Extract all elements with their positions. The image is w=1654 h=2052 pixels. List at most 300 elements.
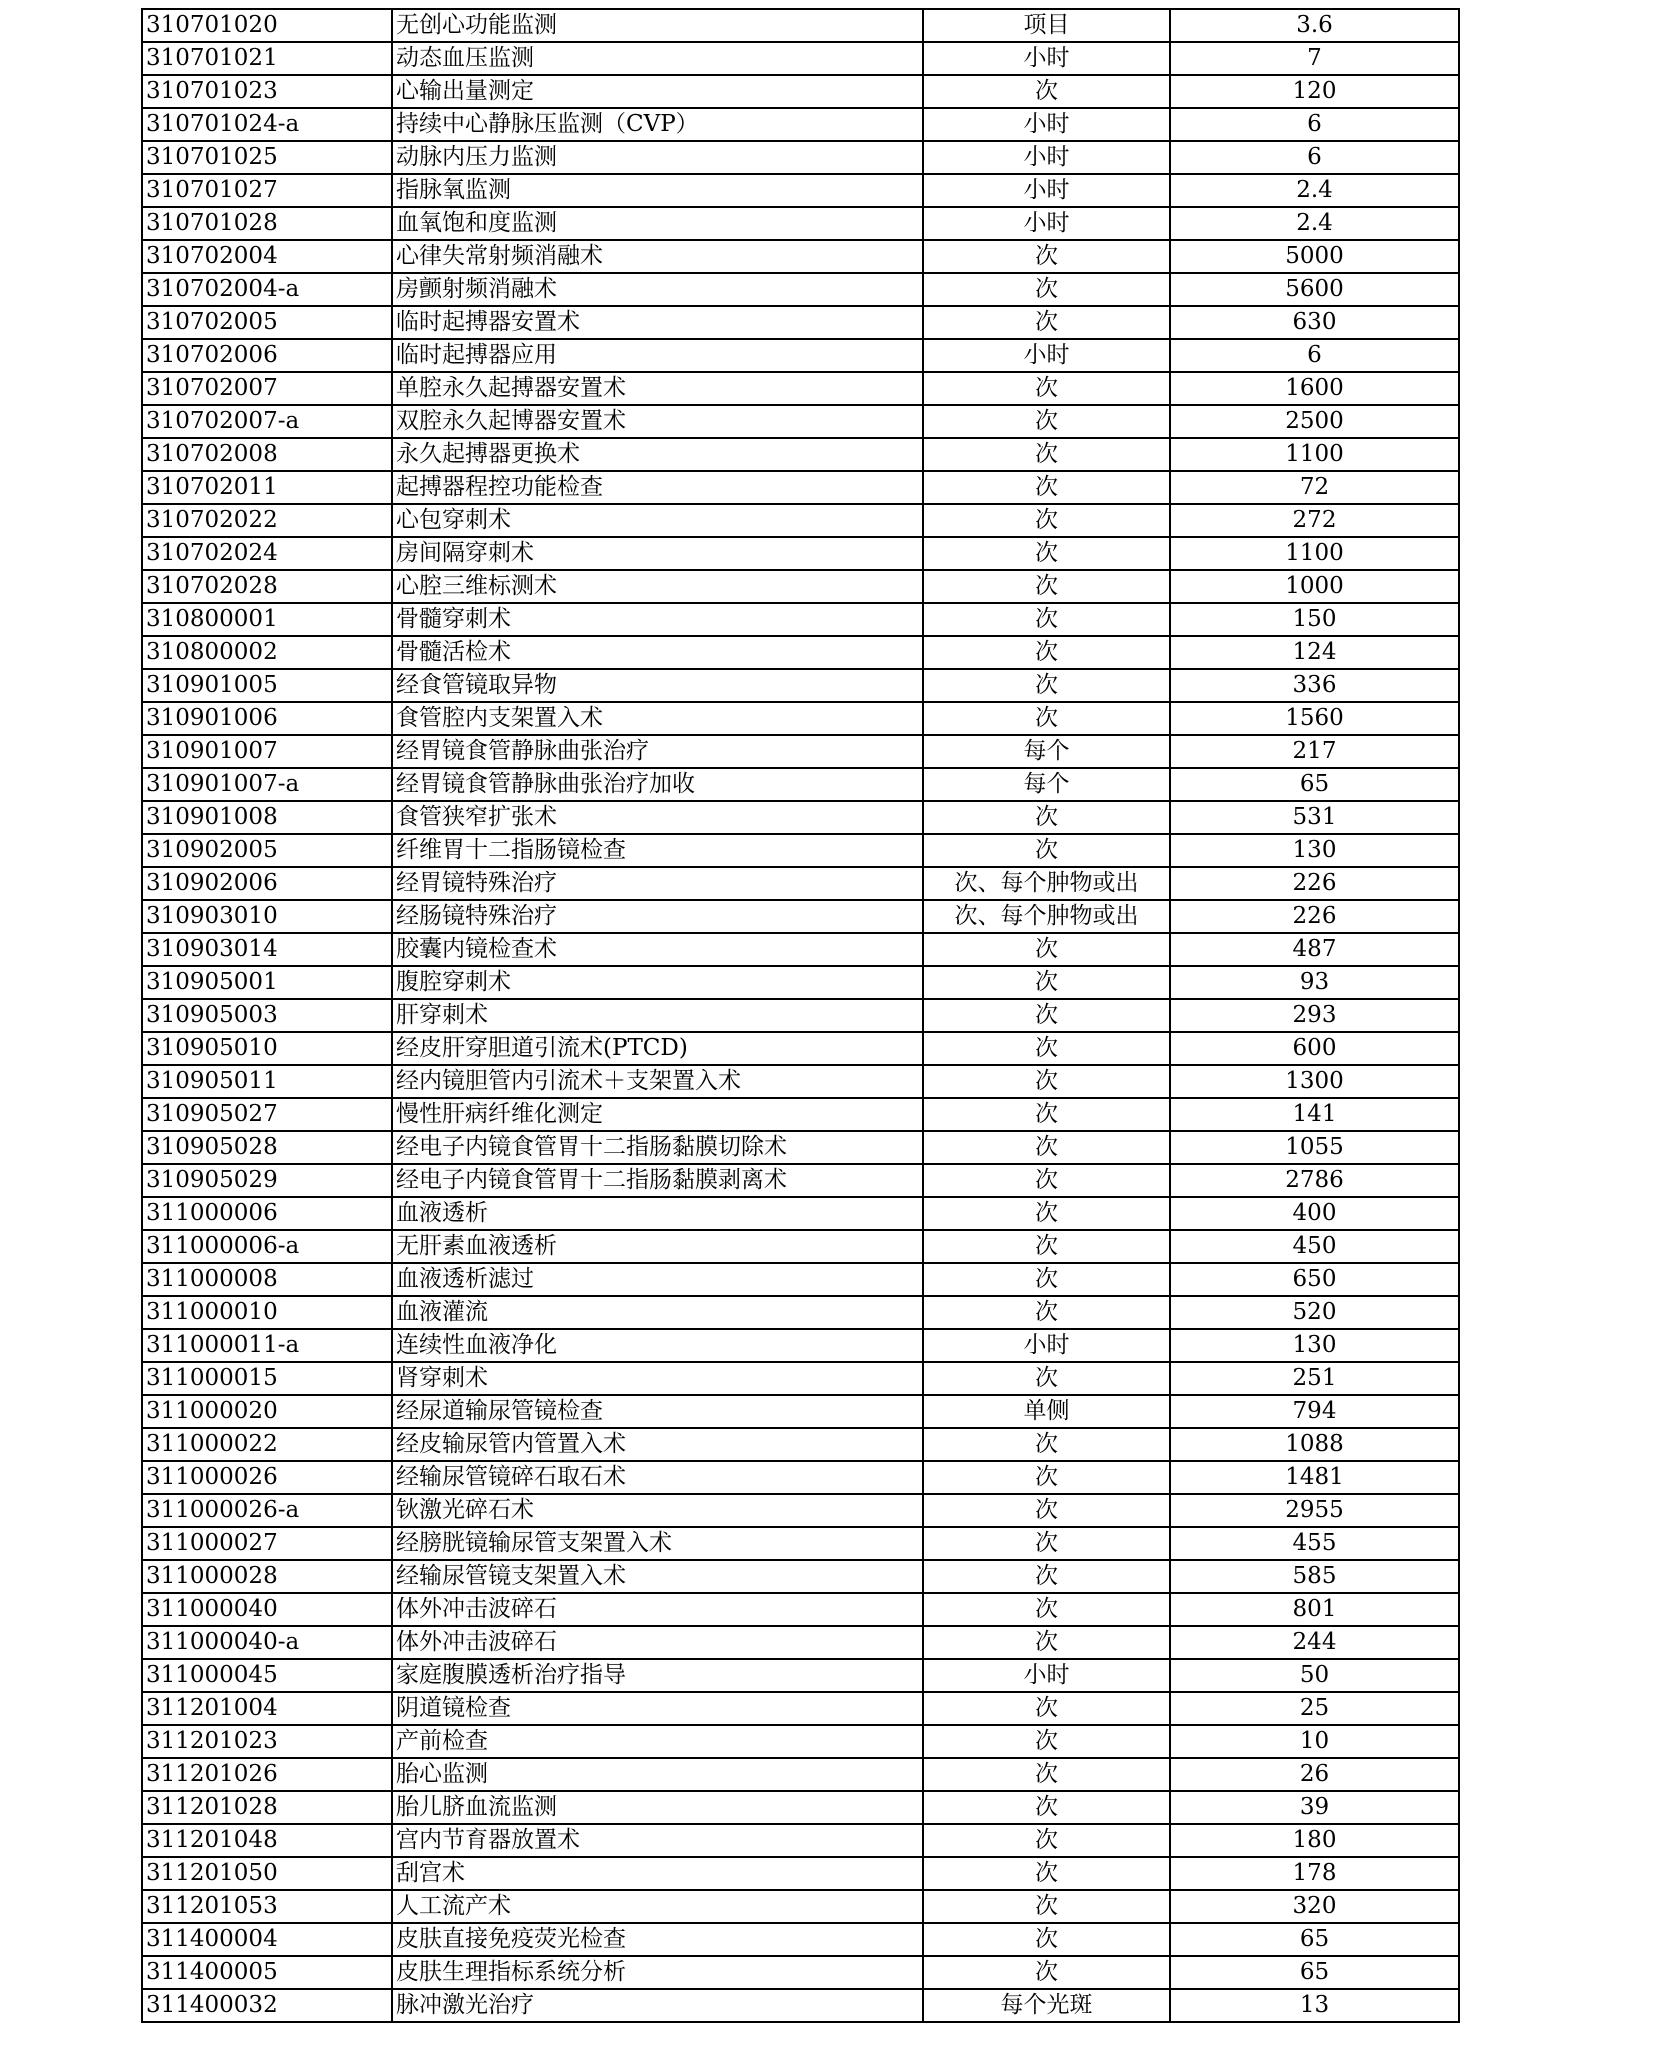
item-code-cell: 310905011 bbox=[142, 1065, 392, 1098]
price-cell: 1100 bbox=[1170, 438, 1459, 471]
item-name-cell: 临时起搏器应用 bbox=[392, 339, 923, 372]
price-cell: 141 bbox=[1170, 1098, 1459, 1131]
item-code-cell: 310701027 bbox=[142, 174, 392, 207]
price-cell: 65 bbox=[1170, 1956, 1459, 1989]
table-row bbox=[142, 1824, 1459, 1857]
unit-cell: 次 bbox=[923, 405, 1170, 438]
price-cell: 10 bbox=[1170, 1725, 1459, 1758]
table-row bbox=[142, 636, 1459, 669]
price-cell: 93 bbox=[1170, 966, 1459, 999]
table-row bbox=[142, 702, 1459, 735]
item-name-cell: 心包穿刺术 bbox=[392, 504, 923, 537]
unit-cell: 次 bbox=[923, 372, 1170, 405]
unit-cell: 次 bbox=[923, 636, 1170, 669]
item-name-cell: 动态血压监测 bbox=[392, 42, 923, 75]
table-row bbox=[142, 108, 1459, 141]
price-cell: 39 bbox=[1170, 1791, 1459, 1824]
item-name-cell: 胶囊内镜检查术 bbox=[392, 933, 923, 966]
item-code-cell: 310901007-a bbox=[142, 768, 392, 801]
unit-cell: 小时 bbox=[923, 174, 1170, 207]
item-code-cell: 310701028 bbox=[142, 207, 392, 240]
item-name-cell: 临时起搏器安置术 bbox=[392, 306, 923, 339]
item-code-cell: 310905010 bbox=[142, 1032, 392, 1065]
table-row bbox=[142, 240, 1459, 273]
price-cell: 520 bbox=[1170, 1296, 1459, 1329]
unit-cell: 小时 bbox=[923, 1659, 1170, 1692]
price-cell: 650 bbox=[1170, 1263, 1459, 1296]
price-cell: 65 bbox=[1170, 1923, 1459, 1956]
table-row bbox=[142, 1692, 1459, 1725]
price-cell: 6 bbox=[1170, 108, 1459, 141]
item-code-cell: 310905027 bbox=[142, 1098, 392, 1131]
unit-cell: 小时 bbox=[923, 42, 1170, 75]
unit-cell: 次 bbox=[923, 1164, 1170, 1197]
item-code-cell: 310702004 bbox=[142, 240, 392, 273]
unit-cell: 每个 bbox=[923, 768, 1170, 801]
unit-cell: 次 bbox=[923, 1692, 1170, 1725]
table-row bbox=[142, 900, 1459, 933]
table-row bbox=[142, 966, 1459, 999]
item-code-cell: 310702011 bbox=[142, 471, 392, 504]
item-name-cell: 经胃镜食管静脉曲张治疗加收 bbox=[392, 768, 923, 801]
item-name-cell: 胎心监测 bbox=[392, 1758, 923, 1791]
unit-cell: 次 bbox=[923, 1131, 1170, 1164]
unit-cell: 次 bbox=[923, 1197, 1170, 1230]
unit-cell: 次 bbox=[923, 1923, 1170, 1956]
unit-cell: 次 bbox=[923, 999, 1170, 1032]
item-code-cell: 311000028 bbox=[142, 1560, 392, 1593]
item-code-cell: 311000026 bbox=[142, 1461, 392, 1494]
item-name-cell: 心腔三维标测术 bbox=[392, 570, 923, 603]
item-code-cell: 311000020 bbox=[142, 1395, 392, 1428]
price-cell: 180 bbox=[1170, 1824, 1459, 1857]
item-code-cell: 310902005 bbox=[142, 834, 392, 867]
item-code-cell: 310701023 bbox=[142, 75, 392, 108]
item-code-cell: 311000015 bbox=[142, 1362, 392, 1395]
table-row bbox=[142, 801, 1459, 834]
item-code-cell: 310702028 bbox=[142, 570, 392, 603]
table-row bbox=[142, 1065, 1459, 1098]
item-code-cell: 311201004 bbox=[142, 1692, 392, 1725]
unit-cell: 次 bbox=[923, 1890, 1170, 1923]
item-name-cell: 体外冲击波碎石 bbox=[392, 1626, 923, 1659]
price-cell: 3.6 bbox=[1170, 9, 1459, 42]
price-cell: 272 bbox=[1170, 504, 1459, 537]
item-name-cell: 体外冲击波碎石 bbox=[392, 1593, 923, 1626]
item-code-cell: 311000006 bbox=[142, 1197, 392, 1230]
item-name-cell: 经电子内镜食管胃十二指肠黏膜剥离术 bbox=[392, 1164, 923, 1197]
item-code-cell: 310702007 bbox=[142, 372, 392, 405]
item-code-cell: 310702024 bbox=[142, 537, 392, 570]
price-cell: 531 bbox=[1170, 801, 1459, 834]
item-code-cell: 311201050 bbox=[142, 1857, 392, 1890]
unit-cell: 次 bbox=[923, 1527, 1170, 1560]
table-row bbox=[142, 372, 1459, 405]
item-code-cell: 310701025 bbox=[142, 141, 392, 174]
unit-cell: 次 bbox=[923, 603, 1170, 636]
price-cell: 600 bbox=[1170, 1032, 1459, 1065]
item-code-cell: 310702005 bbox=[142, 306, 392, 339]
item-code-cell: 311201048 bbox=[142, 1824, 392, 1857]
price-cell: 25 bbox=[1170, 1692, 1459, 1725]
item-name-cell: 经胃镜特殊治疗 bbox=[392, 867, 923, 900]
price-cell: 1100 bbox=[1170, 537, 1459, 570]
table-row bbox=[142, 735, 1459, 768]
item-name-cell: 肝穿刺术 bbox=[392, 999, 923, 1032]
unit-cell: 次 bbox=[923, 1494, 1170, 1527]
table-row bbox=[142, 1626, 1459, 1659]
price-cell: 487 bbox=[1170, 933, 1459, 966]
item-code-cell: 310702006 bbox=[142, 339, 392, 372]
item-code-cell: 311000006-a bbox=[142, 1230, 392, 1263]
unit-cell: 小时 bbox=[923, 1329, 1170, 1362]
table-row bbox=[142, 1890, 1459, 1923]
table-row bbox=[142, 141, 1459, 174]
item-name-cell: 双腔永久起博器安置术 bbox=[392, 405, 923, 438]
item-code-cell: 311000011-a bbox=[142, 1329, 392, 1362]
table-row bbox=[142, 867, 1459, 900]
table-row bbox=[142, 834, 1459, 867]
table-row bbox=[142, 1263, 1459, 1296]
item-name-cell: 肾穿刺术 bbox=[392, 1362, 923, 1395]
item-code-cell: 311000008 bbox=[142, 1263, 392, 1296]
item-name-cell: 心律失常射频消融术 bbox=[392, 240, 923, 273]
table-row bbox=[142, 1956, 1459, 1989]
table-row bbox=[142, 1395, 1459, 1428]
unit-cell: 次 bbox=[923, 471, 1170, 504]
item-name-cell: 持续中心静脉压监测（CVP） bbox=[392, 108, 923, 141]
item-name-cell: 宫内节育器放置术 bbox=[392, 1824, 923, 1857]
item-code-cell: 310800001 bbox=[142, 603, 392, 636]
price-cell: 26 bbox=[1170, 1758, 1459, 1791]
item-code-cell: 311000010 bbox=[142, 1296, 392, 1329]
table-row bbox=[142, 1857, 1459, 1890]
price-cell: 150 bbox=[1170, 603, 1459, 636]
item-name-cell: 血氧饱和度监测 bbox=[392, 207, 923, 240]
unit-cell: 每个光斑 bbox=[923, 1989, 1170, 2022]
item-code-cell: 311201023 bbox=[142, 1725, 392, 1758]
price-cell: 130 bbox=[1170, 834, 1459, 867]
item-code-cell: 310905028 bbox=[142, 1131, 392, 1164]
table-row bbox=[142, 999, 1459, 1032]
table-row bbox=[142, 933, 1459, 966]
item-name-cell: 刮宫术 bbox=[392, 1857, 923, 1890]
unit-cell: 次 bbox=[923, 1791, 1170, 1824]
item-name-cell: 经内镜胆管内引流术＋支架置入术 bbox=[392, 1065, 923, 1098]
table-row bbox=[142, 1461, 1459, 1494]
item-name-cell: 纤维胃十二指肠镜检查 bbox=[392, 834, 923, 867]
item-code-cell: 310701021 bbox=[142, 42, 392, 75]
item-code-cell: 310903014 bbox=[142, 933, 392, 966]
unit-cell: 每个 bbox=[923, 735, 1170, 768]
table-row bbox=[142, 1989, 1459, 2022]
price-cell: 6 bbox=[1170, 141, 1459, 174]
unit-cell: 次 bbox=[923, 966, 1170, 999]
table-row bbox=[142, 537, 1459, 570]
table-row bbox=[142, 339, 1459, 372]
price-cell: 120 bbox=[1170, 75, 1459, 108]
item-code-cell: 311000040 bbox=[142, 1593, 392, 1626]
unit-cell: 次、每个肿物或出 bbox=[923, 867, 1170, 900]
item-code-cell: 310702007-a bbox=[142, 405, 392, 438]
table-row bbox=[142, 1329, 1459, 1362]
item-name-cell: 皮肤生理指标系统分析 bbox=[392, 1956, 923, 1989]
price-cell: 124 bbox=[1170, 636, 1459, 669]
table-row bbox=[142, 9, 1459, 42]
item-code-cell: 311000026-a bbox=[142, 1494, 392, 1527]
item-name-cell: 钬激光碎石术 bbox=[392, 1494, 923, 1527]
table-row bbox=[142, 1527, 1459, 1560]
unit-cell: 次 bbox=[923, 75, 1170, 108]
price-cell: 2786 bbox=[1170, 1164, 1459, 1197]
item-name-cell: 单腔永久起搏器安置术 bbox=[392, 372, 923, 405]
item-code-cell: 310903010 bbox=[142, 900, 392, 933]
price-cell: 2.4 bbox=[1170, 207, 1459, 240]
table-row bbox=[142, 1362, 1459, 1395]
table-row bbox=[142, 1593, 1459, 1626]
table-row bbox=[142, 1494, 1459, 1527]
table-row bbox=[142, 1725, 1459, 1758]
table-row bbox=[142, 1098, 1459, 1131]
unit-cell: 次 bbox=[923, 1824, 1170, 1857]
item-name-cell: 食管狭窄扩张术 bbox=[392, 801, 923, 834]
price-cell: 2500 bbox=[1170, 405, 1459, 438]
price-cell: 65 bbox=[1170, 768, 1459, 801]
table-row bbox=[142, 1659, 1459, 1692]
item-code-cell: 310702004-a bbox=[142, 273, 392, 306]
price-cell: 1088 bbox=[1170, 1428, 1459, 1461]
unit-cell: 次 bbox=[923, 1560, 1170, 1593]
item-name-cell: 房颤射频消融术 bbox=[392, 273, 923, 306]
table-row bbox=[142, 1560, 1459, 1593]
unit-cell: 次 bbox=[923, 669, 1170, 702]
item-name-cell: 血液透析滤过 bbox=[392, 1263, 923, 1296]
price-cell: 1055 bbox=[1170, 1131, 1459, 1164]
table-row bbox=[142, 42, 1459, 75]
unit-cell: 次 bbox=[923, 702, 1170, 735]
price-cell: 455 bbox=[1170, 1527, 1459, 1560]
unit-cell: 次 bbox=[923, 1857, 1170, 1890]
price-cell: 1000 bbox=[1170, 570, 1459, 603]
price-cell: 1600 bbox=[1170, 372, 1459, 405]
item-name-cell: 连续性血液净化 bbox=[392, 1329, 923, 1362]
item-code-cell: 310901007 bbox=[142, 735, 392, 768]
price-cell: 293 bbox=[1170, 999, 1459, 1032]
item-code-cell: 310800002 bbox=[142, 636, 392, 669]
table-row bbox=[142, 1230, 1459, 1263]
price-cell: 5600 bbox=[1170, 273, 1459, 306]
item-code-cell: 311400032 bbox=[142, 1989, 392, 2022]
item-code-cell: 310902006 bbox=[142, 867, 392, 900]
table-row bbox=[142, 1197, 1459, 1230]
fee-table-body bbox=[142, 9, 1459, 2022]
price-cell: 320 bbox=[1170, 1890, 1459, 1923]
table-row bbox=[142, 1296, 1459, 1329]
item-code-cell: 310702022 bbox=[142, 504, 392, 537]
item-code-cell: 310701024-a bbox=[142, 108, 392, 141]
item-code-cell: 310901006 bbox=[142, 702, 392, 735]
table-row bbox=[142, 1923, 1459, 1956]
unit-cell: 次、每个肿物或出 bbox=[923, 900, 1170, 933]
unit-cell: 次 bbox=[923, 801, 1170, 834]
table-row bbox=[142, 1758, 1459, 1791]
price-cell: 2955 bbox=[1170, 1494, 1459, 1527]
item-name-cell: 起搏器程控功能检查 bbox=[392, 471, 923, 504]
table-row bbox=[142, 1131, 1459, 1164]
price-cell: 630 bbox=[1170, 306, 1459, 339]
unit-cell: 次 bbox=[923, 1758, 1170, 1791]
item-name-cell: 食管腔内支架置入术 bbox=[392, 702, 923, 735]
item-name-cell: 阴道镜检查 bbox=[392, 1692, 923, 1725]
item-name-cell: 经食管镜取异物 bbox=[392, 669, 923, 702]
unit-cell: 次 bbox=[923, 1263, 1170, 1296]
unit-cell: 次 bbox=[923, 1098, 1170, 1131]
price-cell: 251 bbox=[1170, 1362, 1459, 1395]
table-row bbox=[142, 306, 1459, 339]
table-row bbox=[142, 273, 1459, 306]
table-row bbox=[142, 504, 1459, 537]
price-cell: 5000 bbox=[1170, 240, 1459, 273]
table-row bbox=[142, 1164, 1459, 1197]
item-name-cell: 房间隔穿刺术 bbox=[392, 537, 923, 570]
item-name-cell: 家庭腹膜透析治疗指导 bbox=[392, 1659, 923, 1692]
price-cell: 801 bbox=[1170, 1593, 1459, 1626]
price-cell: 400 bbox=[1170, 1197, 1459, 1230]
unit-cell: 次 bbox=[923, 933, 1170, 966]
item-code-cell: 310905001 bbox=[142, 966, 392, 999]
price-cell: 450 bbox=[1170, 1230, 1459, 1263]
unit-cell: 次 bbox=[923, 537, 1170, 570]
unit-cell: 次 bbox=[923, 1230, 1170, 1263]
price-cell: 585 bbox=[1170, 1560, 1459, 1593]
price-cell: 336 bbox=[1170, 669, 1459, 702]
item-name-cell: 皮肤直接免疫荧光检查 bbox=[392, 1923, 923, 1956]
item-name-cell: 人工流产术 bbox=[392, 1890, 923, 1923]
item-code-cell: 311000045 bbox=[142, 1659, 392, 1692]
price-cell: 50 bbox=[1170, 1659, 1459, 1692]
table-row bbox=[142, 405, 1459, 438]
item-name-cell: 血液透析 bbox=[392, 1197, 923, 1230]
item-name-cell: 经输尿管镜支架置入术 bbox=[392, 1560, 923, 1593]
table-row bbox=[142, 1791, 1459, 1824]
item-name-cell: 动脉内压力监测 bbox=[392, 141, 923, 174]
price-cell: 2.4 bbox=[1170, 174, 1459, 207]
item-name-cell: 心输出量测定 bbox=[392, 75, 923, 108]
unit-cell: 次 bbox=[923, 1725, 1170, 1758]
price-cell: 130 bbox=[1170, 1329, 1459, 1362]
unit-cell: 次 bbox=[923, 1626, 1170, 1659]
item-code-cell: 310901005 bbox=[142, 669, 392, 702]
table-row bbox=[142, 669, 1459, 702]
unit-cell: 次 bbox=[923, 1461, 1170, 1494]
unit-cell: 次 bbox=[923, 438, 1170, 471]
item-code-cell: 311201026 bbox=[142, 1758, 392, 1791]
item-code-cell: 311201053 bbox=[142, 1890, 392, 1923]
item-name-cell: 经皮肝穿胆道引流术(PTCD) bbox=[392, 1032, 923, 1065]
item-code-cell: 310701020 bbox=[142, 9, 392, 42]
price-cell: 6 bbox=[1170, 339, 1459, 372]
unit-cell: 单侧 bbox=[923, 1395, 1170, 1428]
item-code-cell: 311000027 bbox=[142, 1527, 392, 1560]
item-name-cell: 骨髓穿刺术 bbox=[392, 603, 923, 636]
item-name-cell: 经尿道输尿管镜检查 bbox=[392, 1395, 923, 1428]
unit-cell: 次 bbox=[923, 1956, 1170, 1989]
item-code-cell: 310905003 bbox=[142, 999, 392, 1032]
item-code-cell: 311000040-a bbox=[142, 1626, 392, 1659]
unit-cell: 次 bbox=[923, 273, 1170, 306]
unit-cell: 小时 bbox=[923, 108, 1170, 141]
fee-table bbox=[141, 8, 1460, 2023]
item-code-cell: 311400005 bbox=[142, 1956, 392, 1989]
price-cell: 178 bbox=[1170, 1857, 1459, 1890]
unit-cell: 次 bbox=[923, 1593, 1170, 1626]
unit-cell: 次 bbox=[923, 1065, 1170, 1098]
unit-cell: 次 bbox=[923, 1428, 1170, 1461]
item-name-cell: 永久起搏器更换术 bbox=[392, 438, 923, 471]
item-code-cell: 311000022 bbox=[142, 1428, 392, 1461]
item-name-cell: 无创心功能监测 bbox=[392, 9, 923, 42]
unit-cell: 项目 bbox=[923, 9, 1170, 42]
item-name-cell: 骨髓活检术 bbox=[392, 636, 923, 669]
price-cell: 7 bbox=[1170, 42, 1459, 75]
item-name-cell: 慢性肝病纤维化测定 bbox=[392, 1098, 923, 1131]
unit-cell: 次 bbox=[923, 1362, 1170, 1395]
item-code-cell: 310702008 bbox=[142, 438, 392, 471]
price-cell: 244 bbox=[1170, 1626, 1459, 1659]
item-name-cell: 经膀胱镜输尿管支架置入术 bbox=[392, 1527, 923, 1560]
price-cell: 13 bbox=[1170, 1989, 1459, 2022]
unit-cell: 次 bbox=[923, 240, 1170, 273]
item-name-cell: 产前检查 bbox=[392, 1725, 923, 1758]
item-name-cell: 经输尿管镜碎石取石术 bbox=[392, 1461, 923, 1494]
table-row bbox=[142, 438, 1459, 471]
price-cell: 1481 bbox=[1170, 1461, 1459, 1494]
item-name-cell: 经电子内镜食管胃十二指肠黏膜切除术 bbox=[392, 1131, 923, 1164]
unit-cell: 次 bbox=[923, 504, 1170, 537]
item-code-cell: 311201028 bbox=[142, 1791, 392, 1824]
table-row bbox=[142, 570, 1459, 603]
unit-cell: 次 bbox=[923, 1032, 1170, 1065]
table-row bbox=[142, 603, 1459, 636]
item-name-cell: 血液灌流 bbox=[392, 1296, 923, 1329]
item-name-cell: 无肝素血液透析 bbox=[392, 1230, 923, 1263]
table-row bbox=[142, 1428, 1459, 1461]
price-cell: 226 bbox=[1170, 900, 1459, 933]
item-code-cell: 310905029 bbox=[142, 1164, 392, 1197]
item-name-cell: 经肠镜特殊治疗 bbox=[392, 900, 923, 933]
price-cell: 794 bbox=[1170, 1395, 1459, 1428]
table-row bbox=[142, 174, 1459, 207]
table-row bbox=[142, 207, 1459, 240]
item-code-cell: 310901008 bbox=[142, 801, 392, 834]
price-cell: 1300 bbox=[1170, 1065, 1459, 1098]
unit-cell: 小时 bbox=[923, 207, 1170, 240]
item-name-cell: 脉冲激光治疗 bbox=[392, 1989, 923, 2022]
table-row bbox=[142, 471, 1459, 504]
item-name-cell: 胎儿脐血流监测 bbox=[392, 1791, 923, 1824]
price-cell: 1560 bbox=[1170, 702, 1459, 735]
table-row bbox=[142, 768, 1459, 801]
unit-cell: 次 bbox=[923, 834, 1170, 867]
price-cell: 217 bbox=[1170, 735, 1459, 768]
unit-cell: 次 bbox=[923, 306, 1170, 339]
item-name-cell: 指脉氧监测 bbox=[392, 174, 923, 207]
item-name-cell: 腹腔穿刺术 bbox=[392, 966, 923, 999]
price-cell: 226 bbox=[1170, 867, 1459, 900]
item-name-cell: 经皮输尿管内管置入术 bbox=[392, 1428, 923, 1461]
item-name-cell: 经胃镜食管静脉曲张治疗 bbox=[392, 735, 923, 768]
table-row bbox=[142, 75, 1459, 108]
